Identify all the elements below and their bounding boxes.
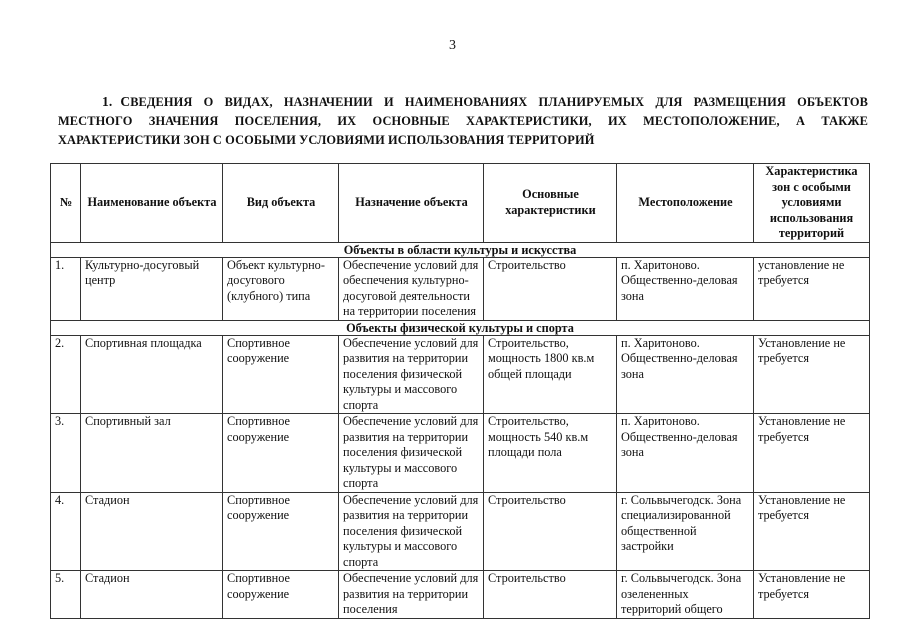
table-row bbox=[51, 257, 870, 320]
cell-zones: установление не требуется bbox=[754, 257, 870, 320]
cell-type: Спортивное сооружение bbox=[223, 335, 339, 414]
section-heading bbox=[58, 92, 868, 150]
cell-name: Культурно-досуговый центр bbox=[81, 257, 223, 320]
header-purpose: Назначение объекта bbox=[339, 164, 484, 243]
header-name: Наименование объекта bbox=[81, 164, 223, 243]
section-title: Объекты в области культуры и искусства bbox=[51, 242, 870, 257]
cell-type: Спортивное сооружение bbox=[223, 414, 339, 493]
cell-type: Спортивное сооружение bbox=[223, 571, 339, 619]
cell-characteristics: Строительство bbox=[484, 571, 617, 619]
header-num: № bbox=[51, 164, 81, 243]
heading-text: ВЕДЕНИЯ О ВИДАХ, НАЗНАЧЕНИИ И НАИМЕНОВАНИЯХ ПЛАНИРУЕМЫХ ДЛЯ РАЗМЕЩЕНИЯ ОБЪЕКТОВ МЕСТНОГО ЗНАЧЕНИЯ ПОСЕЛЕНИЯ, ИХ ОСНОВНЫЕ ХАРАКТЕРИСТИКИ, ИХ МЕСТОПОЛОЖЕНИЕ, А ТАКЖЕ ХАРАКТЕРИСТИКИ ЗОН С ОСОБЫМИ УСЛОВИЯМИ ИСПОЛЬЗОВАНИЯ ТЕРРИТОРИЙ bbox=[58, 95, 868, 147]
cell-zones: Установление не требуется bbox=[754, 571, 870, 619]
cell-purpose: Обеспечение условий для развития на территории поселения физической культуры и массового спорта bbox=[339, 492, 484, 571]
cell-num: 3. bbox=[51, 414, 81, 493]
cell-characteristics: Строительство bbox=[484, 257, 617, 320]
cell-purpose: Обеспечение условий для развития на территории поселения физической культуры и массового спорта bbox=[339, 414, 484, 493]
cell-name: Стадион bbox=[81, 571, 223, 619]
cell-num: 5. bbox=[51, 571, 81, 619]
cell-characteristics: Строительство, мощность 540 кв.м площади пола bbox=[484, 414, 617, 493]
heading-number: 1. bbox=[102, 94, 113, 109]
cell-purpose: Обеспечение условий для развития на территории поселения физической культуры и массового спорта bbox=[339, 335, 484, 414]
cell-characteristics: Строительство, мощность 1800 кв.м общей площади bbox=[484, 335, 617, 414]
section-row bbox=[51, 242, 870, 257]
page-number: 3 bbox=[449, 38, 456, 53]
cell-location: п. Харитоново. Общественно-деловая зона bbox=[617, 335, 754, 414]
cell-type: Спортивное сооружение bbox=[223, 492, 339, 571]
cell-location: п. Харитоново. Общественно-деловая зона bbox=[617, 414, 754, 493]
table-row bbox=[51, 571, 870, 619]
cell-zones: Установление не требуется bbox=[754, 492, 870, 571]
cell-purpose: Обеспечение условий для обеспечения культурно-досуговой деятельности на территории поселения bbox=[339, 257, 484, 320]
cell-num: 1. bbox=[51, 257, 81, 320]
cell-characteristics: Строительство bbox=[484, 492, 617, 571]
cell-name: Спортивный зал bbox=[81, 414, 223, 493]
header-zones: Характеристика зон с особыми условиями использования территорий bbox=[754, 164, 870, 243]
cell-num: 2. bbox=[51, 335, 81, 414]
cell-type: Объект культурно-досугового (клубного) типа bbox=[223, 257, 339, 320]
cell-location: п. Харитоново. Общественно-деловая зона bbox=[617, 257, 754, 320]
cell-name: Стадион bbox=[81, 492, 223, 571]
cell-zones: Установление не требуется bbox=[754, 335, 870, 414]
table-row bbox=[51, 492, 870, 571]
section-row bbox=[51, 320, 870, 335]
section-title: Объекты физической культуры и спорта bbox=[51, 320, 870, 335]
header-characteristics: Основные характеристики bbox=[484, 164, 617, 243]
cell-location: г. Сольвычегодск. Зона специализированной общественной застройки bbox=[617, 492, 754, 571]
header-location: Местоположение bbox=[617, 164, 754, 243]
heading-first-letter: С bbox=[120, 94, 131, 109]
planned-objects-table bbox=[50, 163, 870, 619]
cell-name: Спортивная площадка bbox=[81, 335, 223, 414]
cell-location: г. Сольвычегодск. Зона озелененных территорий общего bbox=[617, 571, 754, 619]
table-row bbox=[51, 414, 870, 493]
cell-zones: Установление не требуется bbox=[754, 414, 870, 493]
table-header-row bbox=[51, 164, 870, 243]
table-row bbox=[51, 335, 870, 414]
cell-num: 4. bbox=[51, 492, 81, 571]
cell-purpose: Обеспечение условий для развития на территории поселения bbox=[339, 571, 484, 619]
header-type: Вид объекта bbox=[223, 164, 339, 243]
